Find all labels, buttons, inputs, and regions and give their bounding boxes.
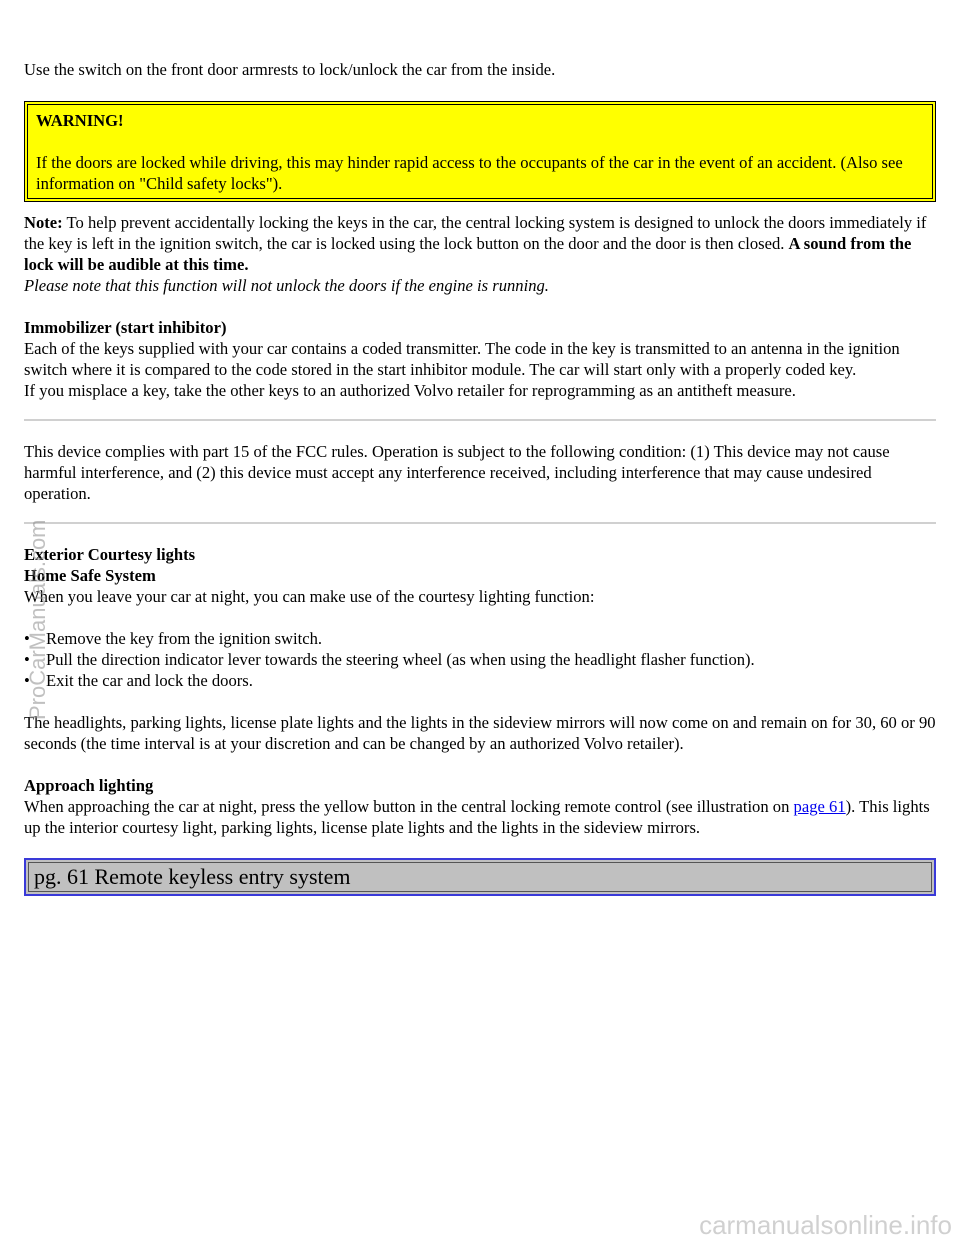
list-item: • Exit the car and lock the doors. (24, 670, 936, 691)
approach-text-1: When approaching the car at night, press the yellow button in the central locking remote control (see illustration on (24, 797, 794, 816)
watermark-left: ProCarManuals.com (25, 519, 50, 720)
section-title: pg. 61 Remote keyless entry system (28, 862, 932, 892)
approach-heading: Approach lighting (24, 776, 154, 795)
immobilizer-heading: Immobilizer (start inhibitor) (24, 318, 227, 337)
divider (24, 522, 936, 524)
warning-box (24, 101, 936, 202)
warning-body: If the doors are locked while driving, this may hinder rapid access to the occupants of the car in the event of an accident. (Also see information on "Child safety locks"). (36, 153, 903, 193)
divider (24, 419, 936, 421)
intro-paragraph: Use the switch on the front door armrests to lock/unlock the car from the inside. (24, 60, 556, 79)
note-text: To help prevent accidentally locking the keys in the car, the central locking system is designed to unlock the doors immediately if the key is left in the ignition switch, the car is locked using the lock button on the door and the door is then closed. (24, 213, 927, 253)
note-paragraph (24, 212, 936, 275)
page-61-link[interactable]: page 61 (793, 797, 846, 816)
fcc-paragraph: This device complies with part 15 of the FCC rules. Operation is subject to the following condition: (1) This device may not cause harmful interference, and (2) this device must accept any interference received, including interference that may cause undesired operation. (24, 442, 890, 503)
immobilizer-paragraph-2: If you misplace a key, take the other keys to an authorized Volvo retailer for reprogramming as an antitheft measure. (24, 381, 796, 400)
document-page (24, 59, 936, 896)
immobilizer-paragraph-1: Each of the keys supplied with your car contains a coded transmitter. The code in the key is transmitted to an antenna in the ignition switch where it is compared to the code stored in the start inhibitor module. The car will start only with a properly coded key. (24, 339, 900, 379)
approach-text-2: ). This lights up the interior courtesy light, parking lights, license plate lights and the lights in the sideview mirrors. (24, 797, 930, 837)
courtesy-heading: Exterior Courtesy lights (24, 545, 196, 564)
note-italic: Please note that this function will not unlock the doors if the engine is running. (24, 276, 549, 295)
list-item: • Pull the direction indicator lever towards the steering wheel (as when using the headlight flasher function). (24, 649, 936, 670)
section-title-box (24, 858, 936, 896)
courtesy-intro: When you leave your car at night, you can make use of the courtesy lighting function: (24, 587, 595, 606)
list-item: • Remove the key from the ignition switch. (24, 628, 936, 649)
courtesy-after: The headlights, parking lights, license plate lights and the lights in the sideview mirrors will now come on and remain on for 30, 60 or 90 seconds (the time interval is at your discretion and can be changed by an authorized Volvo retailer). (24, 713, 936, 753)
home-safe-heading: Home Safe System (24, 566, 156, 585)
note-bold: A sound from the lock will be audible at this time. (24, 234, 912, 274)
note-label: Note: (24, 213, 63, 232)
courtesy-steps-list (24, 628, 936, 691)
watermark-bottom: carmanualsonline.info (699, 1210, 952, 1240)
warning-title: WARNING! (36, 111, 124, 130)
approach-paragraph (24, 796, 936, 838)
